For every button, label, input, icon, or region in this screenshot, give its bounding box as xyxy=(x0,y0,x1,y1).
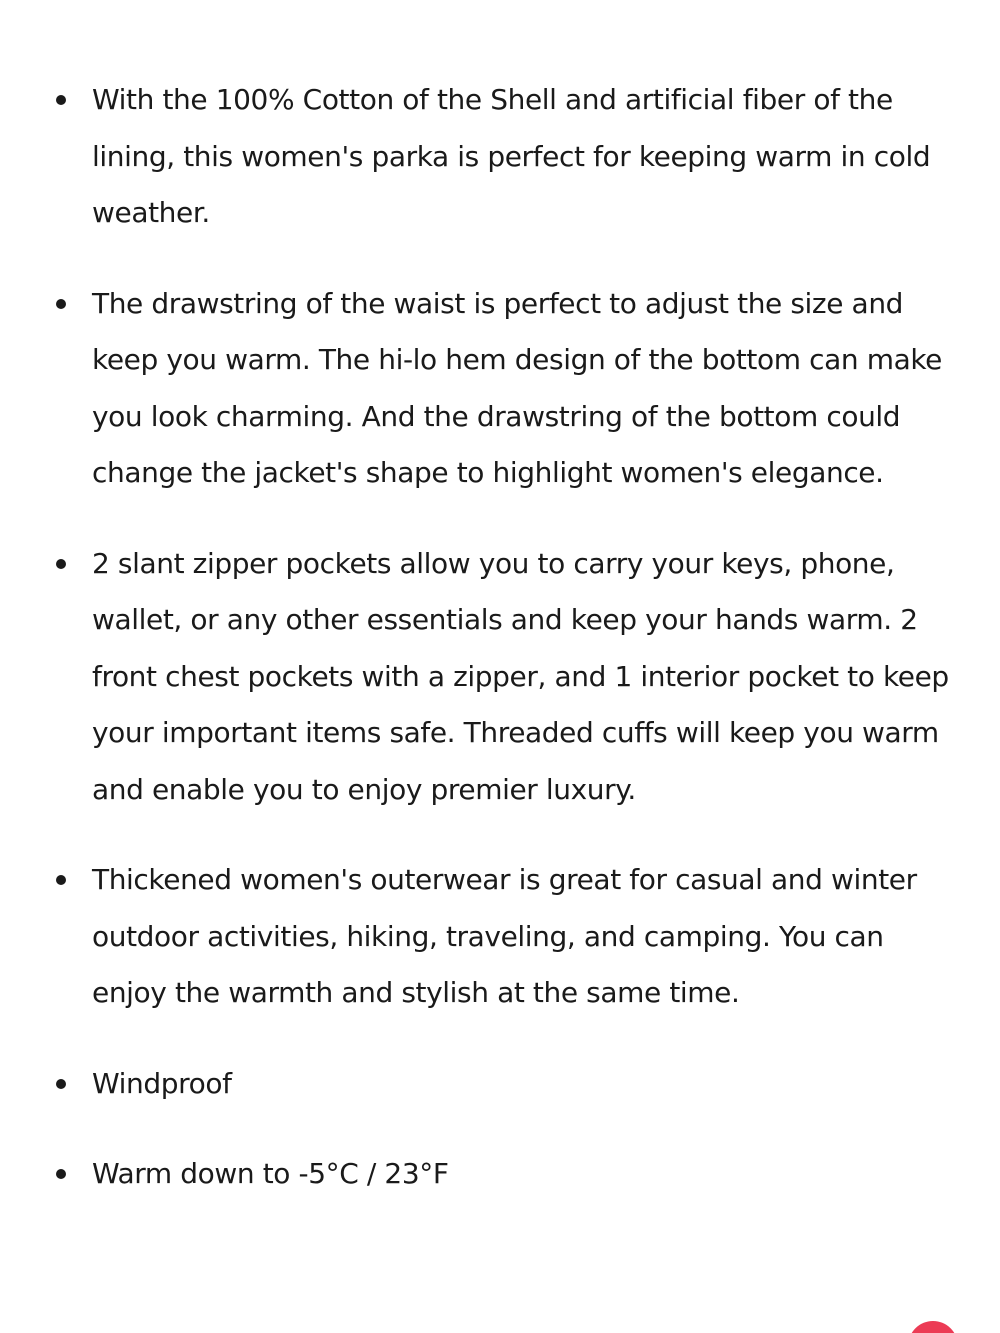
feature-text: With the 100% Cotton of the Shell and artificial fiber of the lining, this women's parka is perfect for keeping warm in cold weather. xyxy=(92,83,931,229)
feature-item xyxy=(0,72,1000,242)
feature-text: Warm down to -5°C / 23°F xyxy=(92,1157,449,1190)
bullet-icon xyxy=(56,299,66,309)
feature-item xyxy=(0,276,1000,502)
bullet-icon xyxy=(56,875,66,885)
feature-item xyxy=(0,1146,1000,1203)
feature-text: Windproof xyxy=(92,1066,232,1100)
floating-action-icon[interactable] xyxy=(908,1321,958,1333)
bullet-icon xyxy=(56,95,66,105)
feature-text: 2 slant zipper pockets allow you to carry your keys, phone, wallet, or any other essentials and keep your hands warm. 2 front chest pockets with a zipper, and 1 interior pocket to keep your important items safe. Threaded cuffs will keep you warm and enable you to enjoy premier luxury. xyxy=(92,546,949,806)
feature-item xyxy=(0,852,1000,1022)
bullet-icon xyxy=(56,559,66,569)
feature-item xyxy=(0,536,1000,819)
bullet-icon xyxy=(56,1079,66,1089)
bullet-icon xyxy=(56,1169,66,1179)
feature-item xyxy=(0,1056,1000,1113)
feature-text: The drawstring of the waist is perfect to adjust the size and keep you warm. The hi-lo hem design of the bottom can make you look charming. And the drawstring of the bottom could change the jacket's shape to highlight women's elegance. xyxy=(92,286,942,489)
feature-list xyxy=(0,72,1000,1237)
feature-text: Thickened women's outerwear is great for casual and winter outdoor activities, hiking, traveling, and camping. You can enjoy the warmth and stylish at the same time. xyxy=(92,863,917,1009)
